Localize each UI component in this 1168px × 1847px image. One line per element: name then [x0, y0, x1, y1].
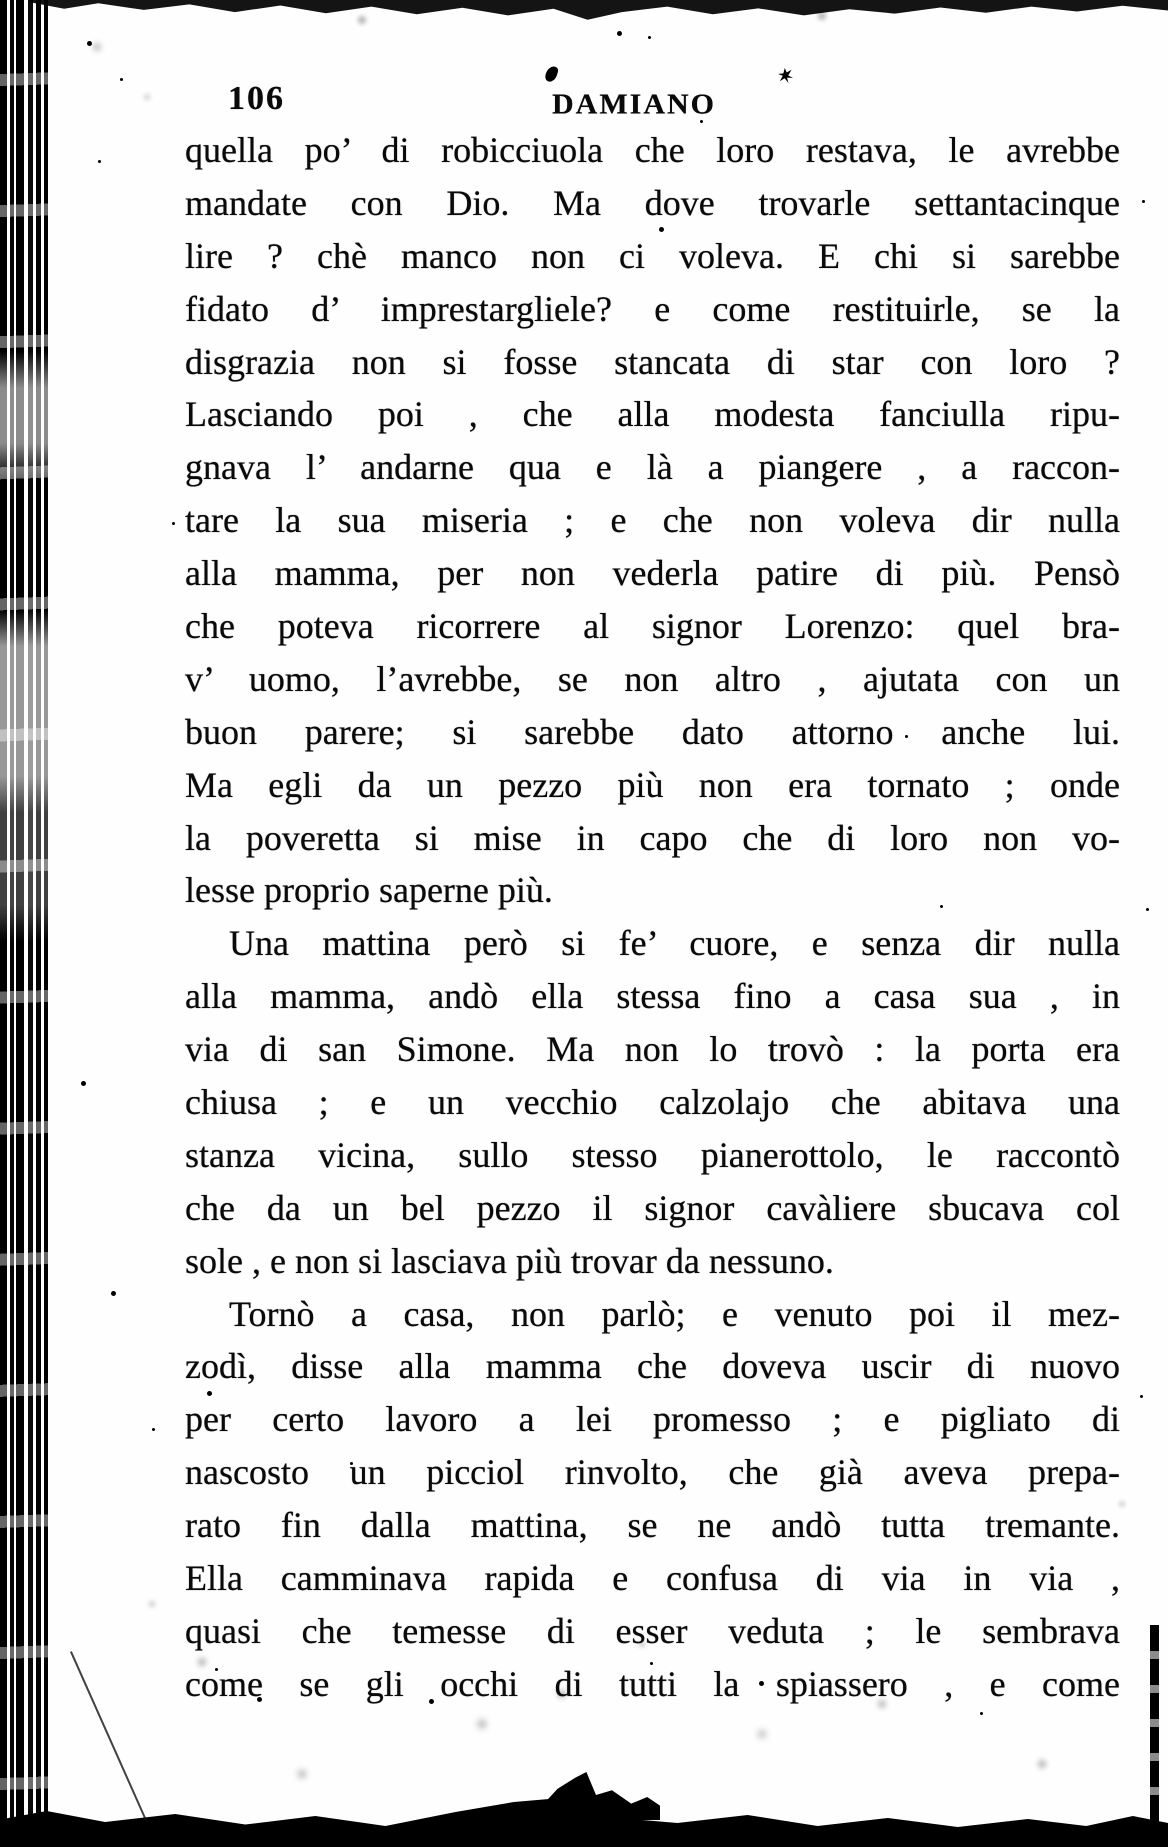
text-line: via di san Simone. Ma non lo trovò : la porta era	[185, 1029, 1120, 1070]
scan-streak-right	[1150, 1625, 1159, 1847]
text-line: fidato d’ imprestargliele? e come restituirle, se la	[185, 288, 1120, 329]
text-line: buon parere; si sarebbe dato attorno anche lui.	[185, 711, 1120, 752]
text-line-paragraph-end: lesse proprio saperne più.	[185, 870, 553, 911]
text-line: che poteva ricorrere al signor Lorenzo: quel bra-	[185, 606, 1120, 647]
ink-blot	[544, 65, 559, 84]
scan-smudge	[500, 1772, 660, 1820]
text-line: Ma egli da un pezzo più non era tornato ; onde	[185, 764, 1120, 805]
text-line: gnava l’ andarne qua e là a piangere , a raccon-	[185, 447, 1120, 488]
text-line-paragraph-start: Una mattina però si fe’ cuore, e senza dir nulla	[229, 923, 1120, 964]
text-line: Lasciando poi , che alla modesta fanciulla ripu-	[185, 394, 1120, 435]
text-line: rato fin dalla mattina, se ne andò tutta tremante.	[185, 1505, 1120, 1546]
text-line: che da un bel pezzo il signor cavàliere sbucava col	[185, 1187, 1120, 1228]
scan-edge-top	[30, 0, 1168, 22]
running-header: DAMIANO	[552, 88, 716, 121]
scan-noise	[0, 0, 4, 4]
text-line: nascosto un picciol rinvolto, che già aveva prepa-	[185, 1452, 1120, 1493]
text-line: tare la sua miseria ; e che non voleva dir nulla	[185, 500, 1120, 541]
text-line: mandate con Dio. Ma dove trovarle settantacinque	[185, 182, 1120, 223]
text-line-paragraph-end: sole , e non si lasciava più trovar da nessuno.	[185, 1240, 834, 1281]
ink-blot	[778, 68, 793, 83]
text-line: disgrazia non si fosse stancata di star con loro ?	[185, 341, 1120, 382]
body-text	[185, 124, 1120, 1711]
text-line: stanza vicina, sullo stesso pianerottolo, le raccontò	[185, 1134, 1120, 1175]
text-line: alla mamma, per non vederla patire di più. Pensò	[185, 553, 1120, 594]
text-line: quella po’ di robicciuola che loro restava, le avrebbe	[185, 130, 1120, 170]
text-line: per certo lavoro a lei promesso ; e pigliato di	[185, 1399, 1120, 1440]
text-line: chiusa ; e un vecchio calzolajo che abitava una	[185, 1082, 1120, 1123]
text-line: alla mamma, andò ella stessa fino a casa sua , in	[185, 976, 1120, 1017]
text-line: la poveretta si mise in capo che di loro non vo-	[185, 817, 1120, 858]
text-line: quasi che temesse di esser veduta ; le sembrava	[185, 1610, 1120, 1651]
page-number: 106	[228, 80, 285, 117]
text-line: Ella camminava rapida e confusa di via in via ,	[185, 1558, 1120, 1599]
text-line: come se gli occhi di tutti la spiassero , e come	[185, 1663, 1120, 1704]
binding-gutter-texture	[0, 0, 58, 1847]
text-line: lire ? chè manco non ci voleva. E chi si sarebbe	[185, 235, 1120, 276]
text-line: zodì, disse alla mamma che doveva uscir di nuovo	[185, 1346, 1120, 1387]
text-line-paragraph-start: Tornò a casa, non parlò; e venuto poi il mez-	[229, 1293, 1120, 1334]
scratch-mark	[70, 1651, 147, 1821]
text-line: v’ uomo, l’avrebbe, se non altro , ajutata con un	[185, 658, 1120, 699]
